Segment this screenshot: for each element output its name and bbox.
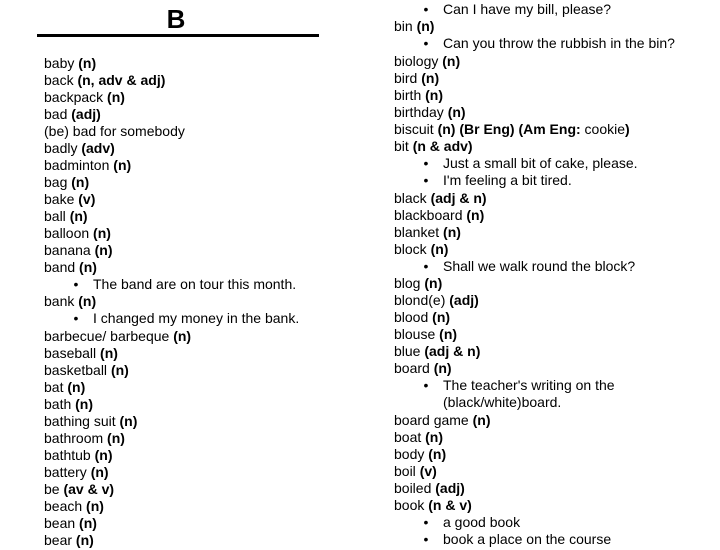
- example-sentence: [394, 155, 714, 172]
- entry-bat: [44, 379, 354, 396]
- page-heading: B: [166, 4, 186, 34]
- entry-blanket: [394, 224, 714, 241]
- entry-blue: [394, 343, 714, 360]
- entry-be: [44, 481, 354, 498]
- part-of-speech: (n): [432, 309, 451, 326]
- part-of-speech: (n): [94, 446, 113, 463]
- word: (be) bad for somebody: [44, 123, 185, 139]
- word: backpack: [44, 89, 104, 105]
- word: battery: [44, 463, 87, 480]
- part-of-speech: (n): [86, 497, 104, 514]
- entry-board: [394, 360, 714, 377]
- example-sentence: [394, 172, 714, 189]
- entry-birthday: [394, 104, 714, 121]
- example-text: Just a small bit of cake, please.: [443, 154, 638, 171]
- part-of-speech: (n & adv): [412, 137, 473, 154]
- part-of-speech: (n): [93, 225, 111, 241]
- word: bean: [44, 514, 76, 531]
- entry-book: [394, 497, 714, 514]
- part-of-speech: (n): [425, 428, 444, 445]
- part-of-speech: (n): [447, 103, 466, 120]
- part-of-speech: (n): [439, 326, 458, 343]
- word: bit: [394, 137, 409, 154]
- entry-band: [44, 259, 354, 276]
- word: bin: [394, 18, 413, 35]
- part-of-speech: (n): [443, 223, 461, 240]
- entry-banana: [44, 242, 354, 259]
- word: bathtub: [44, 446, 91, 463]
- american-equivalent: cookie: [580, 120, 626, 137]
- bullet-icon: •: [423, 377, 429, 394]
- entry-blood: [394, 309, 714, 326]
- part-of-speech: (n): [472, 411, 491, 428]
- entry-baseball: [44, 345, 354, 362]
- entry-bath: [44, 396, 354, 413]
- part-of-speech: (n): [421, 69, 440, 86]
- part-of-speech: (adv): [81, 140, 115, 156]
- part-of-speech: (n): [79, 514, 97, 531]
- part-of-speech: (n & v): [428, 496, 472, 513]
- part-of-speech: (adj): [449, 292, 479, 309]
- bullet-icon: •: [423, 154, 429, 171]
- part-of-speech: (n): [433, 360, 452, 377]
- example-sentence: [394, 377, 643, 412]
- part-of-speech: (n, adv & adj): [77, 72, 166, 88]
- word: boat: [394, 428, 422, 445]
- word: basketball: [44, 361, 108, 378]
- part-of-speech: (n): [75, 531, 94, 548]
- word: bear: [44, 531, 73, 548]
- entry-birth: [394, 87, 714, 104]
- word: book: [394, 496, 425, 513]
- entry-bin: [394, 18, 714, 35]
- example-text: Can you throw the rubbish in the bin?: [443, 35, 675, 52]
- word: bad: [44, 106, 68, 122]
- word: badly: [44, 140, 78, 156]
- word: be: [44, 480, 60, 497]
- part-of-speech: (n): [119, 412, 138, 429]
- example-phrase: [394, 514, 714, 531]
- word: blanket: [394, 223, 440, 240]
- part-of-speech: (adj): [435, 479, 465, 496]
- entry-bathroom: [44, 430, 354, 447]
- example-text: The band are on tour this month.: [93, 276, 297, 292]
- entry-biology: [394, 53, 714, 70]
- part-of-speech: (n): [79, 259, 97, 275]
- entry-baby: [44, 55, 354, 72]
- entry-blouse: [394, 326, 714, 343]
- part-of-speech: (n): [466, 206, 485, 223]
- word: bathing suit: [44, 412, 116, 429]
- word: blackboard: [394, 206, 463, 223]
- entry-bathing-suit: [44, 413, 354, 430]
- part-of-speech: (n): [442, 52, 461, 69]
- part-of-speech: (n): [107, 429, 125, 446]
- word: blouse: [394, 326, 436, 343]
- entry-bathtub: [44, 447, 354, 464]
- word: bathroom: [44, 429, 104, 446]
- entry-bad: [44, 106, 354, 123]
- bullet-icon: •: [73, 310, 79, 327]
- bullet-icon: •: [423, 531, 429, 548]
- word: blood: [394, 309, 429, 326]
- part-of-speech: (n): [100, 344, 118, 361]
- entry-balloon: [44, 225, 354, 242]
- example-text: The teacher's writing on the (black/white)board.: [443, 377, 615, 411]
- entry-bear: [44, 532, 354, 549]
- example-sentence: [394, 35, 714, 52]
- example-text: Shall we walk round the block?: [443, 257, 636, 274]
- entry-backpack: [44, 89, 354, 106]
- part-of-speech: (n): [173, 327, 192, 344]
- entry-biscuit: [394, 121, 714, 138]
- entry-black: [394, 190, 714, 207]
- part-of-speech: (n): [113, 157, 132, 173]
- word: blog: [394, 275, 421, 292]
- word: biology: [394, 52, 439, 69]
- entry-boil: [394, 463, 714, 480]
- right-column: [394, 1, 714, 549]
- bullet-icon: •: [73, 276, 79, 292]
- word: bath: [44, 395, 72, 412]
- entry-boiled: [394, 480, 714, 497]
- word: blue: [394, 343, 421, 360]
- example-text: a good book: [443, 513, 521, 530]
- example-text: I'm feeling a bit tired.: [443, 172, 572, 189]
- word: bake: [44, 191, 75, 207]
- part-of-speech: (n): [107, 89, 125, 105]
- word: boil: [394, 462, 416, 479]
- entry-block: [394, 241, 714, 258]
- word: baseball: [44, 344, 97, 361]
- bullet-icon: •: [423, 1, 429, 17]
- word: bat: [44, 378, 64, 395]
- entry-battery: [44, 464, 354, 481]
- entry-badminton: [44, 157, 354, 174]
- word: board game: [394, 411, 469, 428]
- example-sentence: [44, 276, 354, 293]
- word: beach: [44, 497, 83, 514]
- word: board: [394, 360, 430, 377]
- part-of-speech: (n): [90, 463, 109, 480]
- part-of-speech: (v): [419, 462, 437, 479]
- part-of-speech: (n): [428, 445, 447, 462]
- entry-beach: [44, 498, 354, 515]
- example-sentence: [394, 258, 714, 275]
- bullet-icon: •: [423, 35, 429, 52]
- word: biscuit: [394, 120, 434, 137]
- entry-badly: [44, 140, 354, 157]
- part-of-speech: (n): [110, 361, 129, 378]
- bullet-icon: •: [423, 513, 429, 530]
- entry-back: [44, 72, 354, 89]
- part-of-speech: (n): [67, 378, 86, 395]
- part-of-speech: (n): [425, 86, 444, 103]
- word: band: [44, 259, 76, 275]
- entry-bank: [44, 293, 354, 310]
- bullet-icon: •: [423, 257, 429, 274]
- bullet-icon: •: [423, 172, 429, 189]
- word: birthday: [394, 103, 444, 120]
- part-of-speech: (n): [78, 293, 97, 310]
- word: blond(e): [394, 292, 446, 309]
- part-of-speech: (adj & n): [424, 343, 481, 360]
- word: balloon: [44, 225, 90, 241]
- entry-barbecue: [44, 328, 354, 345]
- entry-bad-for-somebody: [44, 123, 354, 140]
- entry-blackboard: [394, 207, 714, 224]
- example-sentence: [394, 1, 714, 18]
- word: bag: [44, 174, 68, 190]
- part-of-speech: (av & v): [63, 480, 115, 497]
- entry-board-game: [394, 412, 714, 429]
- word: barbecue/ barbeque: [44, 327, 170, 344]
- part-of-speech: (n): [75, 395, 94, 412]
- entry-bird: [394, 70, 714, 87]
- word: bank: [44, 293, 75, 310]
- word: block: [394, 240, 427, 257]
- entry-bake: [44, 191, 354, 208]
- entry-blonde: [394, 292, 714, 309]
- part-of-speech: (v): [78, 191, 96, 207]
- word: body: [394, 445, 425, 462]
- entry-basketball: [44, 362, 354, 379]
- part-of-speech: (n): [430, 240, 449, 257]
- entry-ball: [44, 208, 354, 225]
- word: banana: [44, 242, 91, 258]
- entry-bag: [44, 174, 354, 191]
- part-of-speech: (n): [71, 174, 90, 190]
- word: badminton: [44, 157, 110, 173]
- entry-blog: [394, 275, 714, 292]
- example-sentence: [44, 310, 354, 327]
- part-of-speech: (adj & n): [430, 189, 487, 206]
- part-of-speech: (n): [424, 275, 443, 292]
- closing-paren: ): [625, 120, 630, 137]
- word: boiled: [394, 479, 432, 496]
- word: black: [394, 189, 427, 206]
- word: ball: [44, 208, 66, 224]
- part-of-speech: (n): [78, 55, 97, 71]
- example-text: Can I have my bill, please?: [443, 1, 612, 17]
- word: baby: [44, 55, 75, 71]
- word: back: [44, 72, 74, 88]
- heading-rule: [37, 34, 319, 37]
- part-of-speech: (n): [69, 208, 88, 224]
- part-of-speech: (n): [94, 242, 113, 258]
- part-of-speech: (n): [416, 18, 435, 35]
- part-of-speech: (n) (Br Eng) (Am Eng:: [437, 120, 581, 137]
- example-text: I changed my money in the bank.: [93, 310, 300, 327]
- part-of-speech: (adj): [71, 106, 101, 122]
- word: bird: [394, 69, 418, 86]
- entry-body: [394, 446, 714, 463]
- example-phrase: [394, 531, 714, 548]
- entry-bit: [394, 138, 714, 155]
- word: birth: [394, 86, 422, 103]
- left-column: [44, 55, 354, 549]
- entry-bean: [44, 515, 354, 532]
- example-text: book a place on the course: [443, 531, 612, 548]
- entry-boat: [394, 429, 714, 446]
